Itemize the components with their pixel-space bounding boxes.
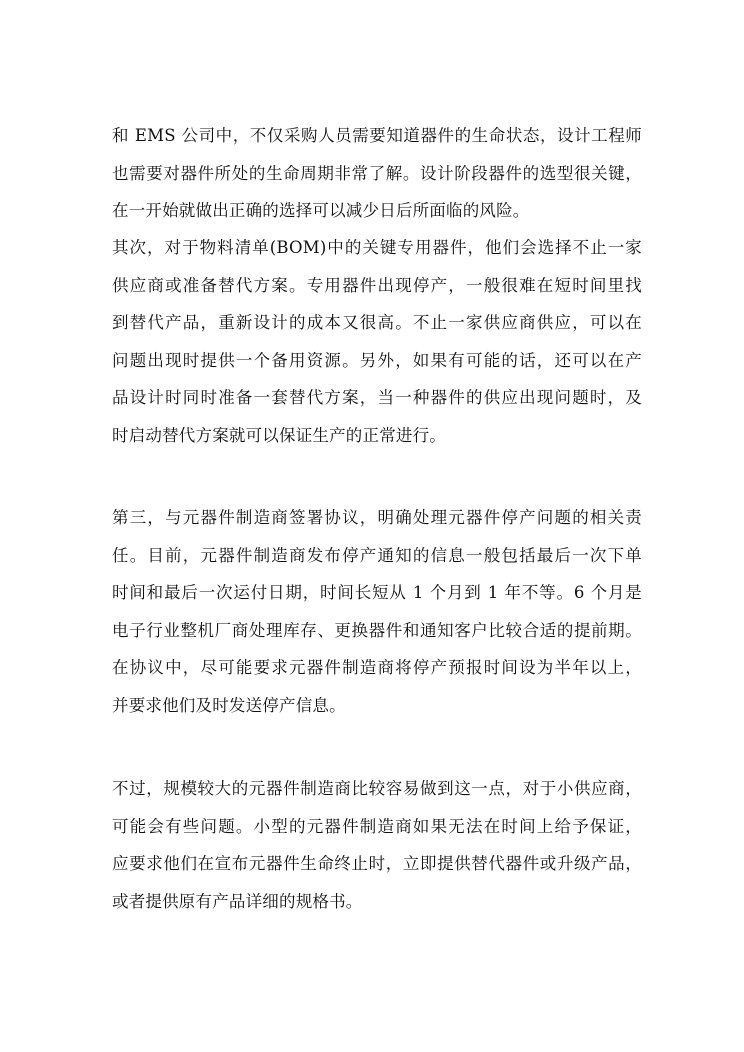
text-line: 不过，规模较大的元器件制造商比较容易做到这一点，对于小供应商，: [112, 779, 642, 798]
text-line: 时启动替代方案就可以保证生产的正常进行。: [112, 425, 446, 445]
text-line: 在一开始就做出正确的选择可以减少日后所面临的风险。: [112, 201, 530, 220]
text-line: 可能会有些问题。小型的元器件制造商如果无法在时间上给予保证，: [112, 816, 642, 836]
text-line: 到替代产品，重新设计的成本又很高。不止一家供应商供应，可以在: [112, 313, 642, 332]
text-line: 问题出现时提供一个备用资源。另外，如果有可能的话，还可以在产: [112, 350, 642, 370]
text-line: 供应商或准备替代方案。专用器件出现停产，一般很难在短时间里找: [112, 275, 642, 295]
text-line: 时间和最后一次运付日期，时间长短从 1 个月到 1 年不等。6 个月是: [112, 583, 642, 602]
text-line: 并要求他们及时发送停产信息。: [112, 695, 346, 715]
text-line: 也需要对器件所处的生命周期非常了解。设计阶段器件的选型很关键，: [112, 163, 642, 183]
text-line: 任。目前，元器件制造商发布停产通知的信息一般包括最后一次下单: [112, 545, 642, 565]
paragraph-lifecycle-awareness: [112, 126, 642, 239]
text-line: 应要求他们在宣布元器件生命终止时，立即提供替代器件或升级产品，: [112, 854, 642, 873]
paragraph-small-suppliers: [112, 779, 642, 929]
text-line: 电子行业整机厂商处理库存、更换器件和通知客户比较合适的提前期。: [112, 620, 642, 640]
text-line: 其次，对于物料清单(BOM)中的关键专用器件，他们会选择不止一家: [112, 238, 642, 257]
text-line: 第三，与元器件制造商签署协议，明确处理元器件停产问题的相关责: [112, 508, 642, 527]
text-line: 和 EMS 公司中，不仅采购人员需要知道器件的生命状态，设计工程师: [112, 126, 642, 145]
text-line: 在协议中，尽可能要求元器件制造商将停产预报时间设为半年以上，: [112, 658, 642, 677]
text-line: 或者提供原有产品详细的规格书。: [112, 891, 363, 911]
paragraph-alternate-suppliers: [112, 238, 642, 463]
paragraph-manufacturer-agreement: [112, 508, 642, 733]
text-line: 品设计时同时准备一套替代方案，当一种器件的供应出现问题时，及: [112, 388, 642, 407]
